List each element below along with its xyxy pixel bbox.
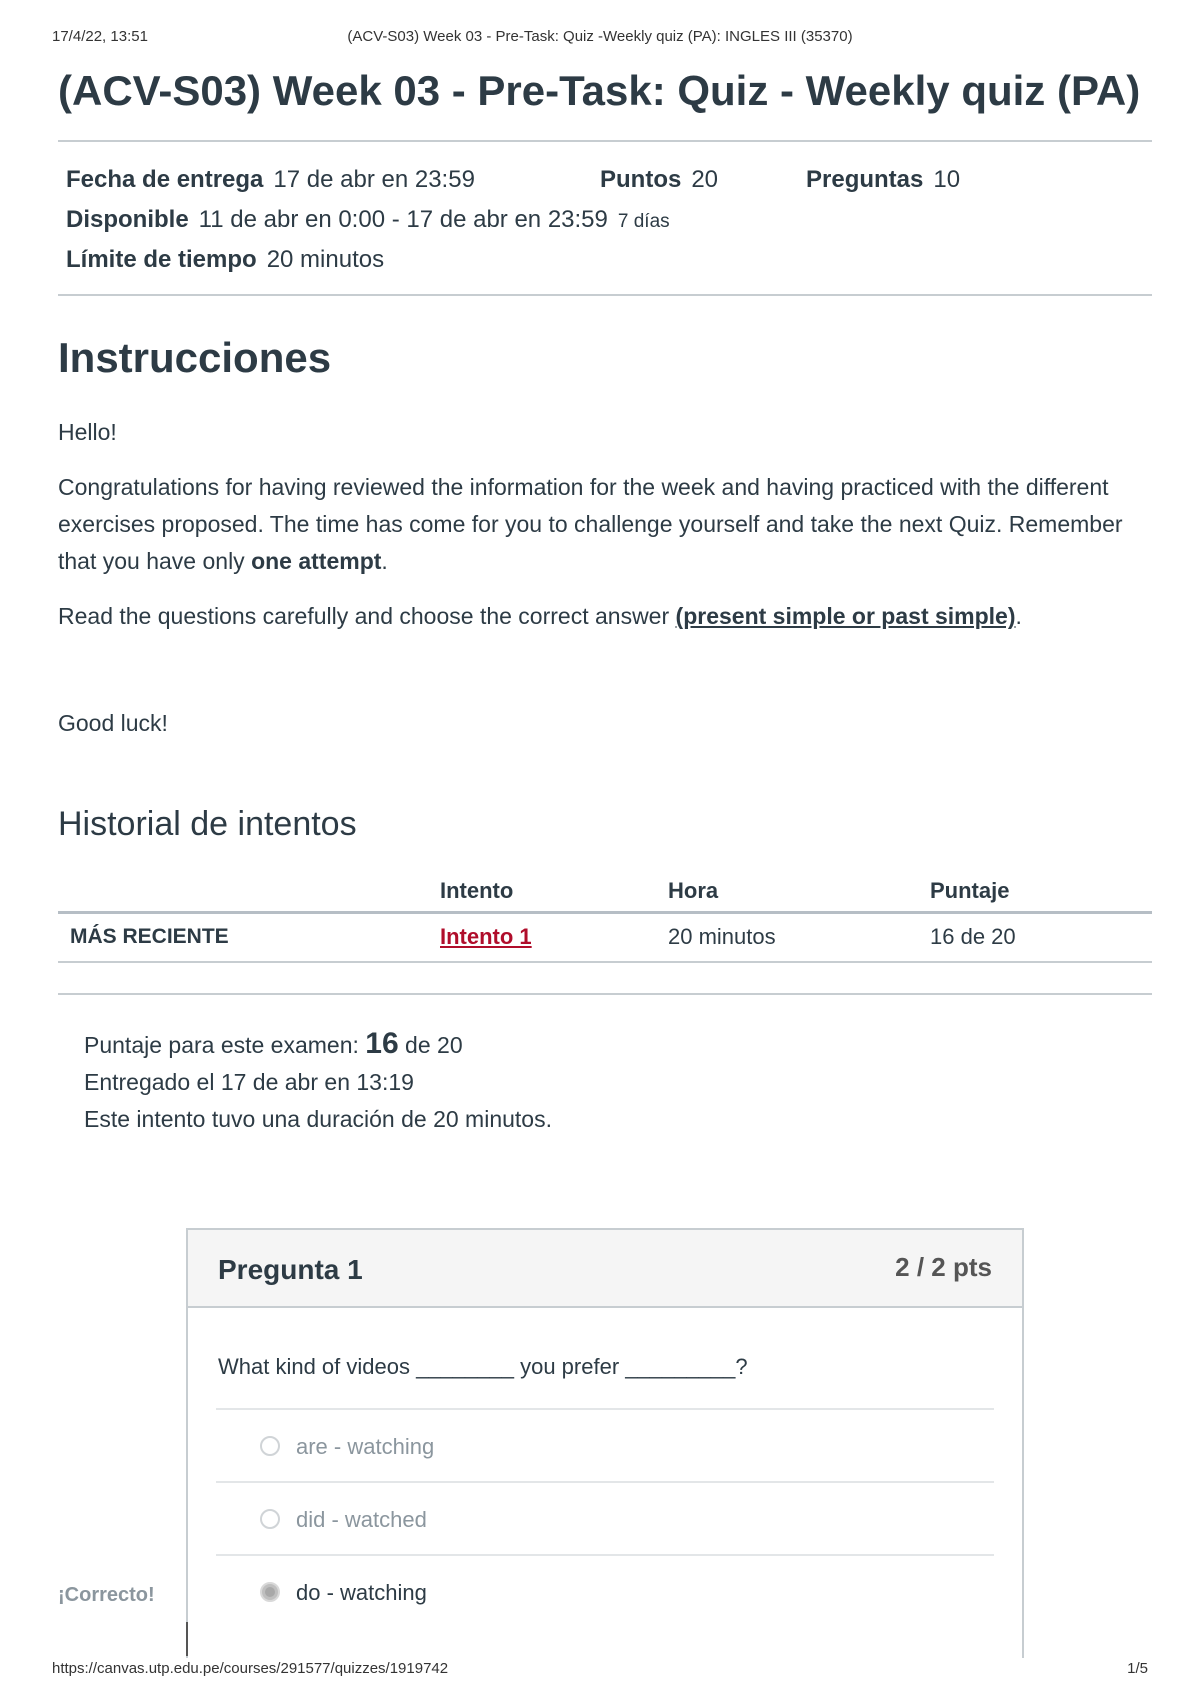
points-value: 20 — [691, 166, 719, 193]
radio-unselected-icon[interactable] — [260, 1509, 280, 1529]
instructions-heading: Instrucciones — [58, 334, 332, 381]
one-attempt-emphasis: one attempt — [251, 548, 382, 574]
quiz-title: (ACV-S03) Week 03 - Pre-Task: Quiz - Weekly quiz (PA) — [58, 67, 1141, 114]
quiz-page — [58, 58, 1152, 1138]
questions-count — [806, 166, 960, 194]
points-label: Puntos — [600, 166, 682, 193]
col-header-attempt: Intento — [428, 872, 656, 912]
attempts-header-row — [58, 872, 1152, 912]
available-label: Disponible — [66, 206, 189, 233]
instructions-paragraph-1: Congratulations for having reviewed the information for the week and having practiced with the different exercises proposed. The time has come for you to challenge yourself and take the next Quiz. Remember that you have only one attempt. — [58, 474, 1123, 574]
points — [600, 166, 806, 194]
answer-option-selected[interactable] — [216, 1554, 994, 1627]
details-row-1 — [66, 160, 1144, 200]
due-label: Fecha de entrega — [66, 166, 264, 193]
question-points: 2 / 2 pts — [895, 1252, 992, 1282]
due-value: 17 de abr en 23:59 — [273, 166, 475, 193]
radio-selected-icon[interactable] — [260, 1582, 280, 1602]
time-limit — [66, 246, 384, 274]
available-days: 7 días — [617, 211, 670, 232]
details-row-3 — [66, 240, 1144, 280]
time-limit-value: 20 minutos — [266, 246, 385, 273]
attempt-duration: Este intento tuvo una duración de 20 minutos. — [84, 1106, 552, 1132]
page-number: 1/5 — [1127, 1660, 1148, 1677]
instructions-paragraph-2: Read the questions carefully and choose the correct answer (present simple or past simple). — [58, 603, 1022, 629]
radio-unselected-icon[interactable] — [260, 1436, 280, 1456]
question-header — [188, 1230, 1022, 1308]
answer-list — [216, 1408, 994, 1627]
greeting: Hello! — [58, 419, 117, 445]
answer-option[interactable] — [216, 1481, 994, 1554]
question-title: Pregunta 1 — [218, 1254, 363, 1285]
answer-text: are - watching — [296, 1434, 435, 1459]
answer-option[interactable] — [216, 1408, 994, 1481]
col-header-score: Puntaje — [918, 872, 1152, 912]
print-header — [52, 28, 1148, 48]
answer-text: did - watched — [296, 1507, 427, 1532]
tense-emphasis: (present simple or past simple) — [675, 603, 1016, 629]
attempt-link[interactable]: Intento 1 — [440, 924, 532, 950]
col-header-blank — [58, 872, 428, 912]
col-header-time: Hora — [656, 872, 918, 912]
attempt-score: 16 de 20 — [918, 912, 1152, 962]
exam-score: Puntaje para este examen: 16 de 20 — [84, 1027, 463, 1060]
divider — [58, 993, 1152, 995]
question-text: What kind of videos ________ you prefer _________? — [218, 1354, 748, 1379]
time-limit-label: Límite de tiempo — [66, 246, 257, 273]
attempt-label: MÁS RECIENTE — [58, 912, 428, 962]
print-page-title: (ACV-S03) Week 03 - Pre-Task: Quiz -Weekly quiz (PA): INGLES III (35370) — [347, 28, 853, 45]
questions-label: Preguntas — [806, 166, 924, 193]
history-heading: Historial de intentos — [58, 805, 357, 843]
correct-indicator-line — [186, 1622, 188, 1656]
print-datetime: 17/4/22, 13:51 — [52, 28, 148, 45]
table-row — [58, 912, 1152, 962]
attempt-summary — [84, 1025, 1152, 1138]
instructions-body — [58, 414, 1152, 742]
questions-value: 10 — [933, 166, 961, 193]
attempts-table — [58, 872, 1152, 963]
availability — [66, 206, 670, 234]
closing: Good luck! — [58, 710, 168, 736]
available-value: 11 de abr en 0:00 - 17 de abr en 23:59 — [198, 206, 608, 233]
correct-flag: ¡Correcto! — [58, 1584, 155, 1606]
exam-score-value: 16 — [365, 1027, 399, 1060]
page-url: https://canvas.utp.edu.pe/courses/291577/quizzes/1919742 — [52, 1660, 449, 1677]
answer-text: do - watching — [296, 1580, 427, 1605]
submitted-at: Entregado el 17 de abr en 13:19 — [84, 1069, 414, 1095]
question-1 — [186, 1228, 1024, 1658]
attempt-time: 20 minutos — [656, 912, 918, 962]
due-date — [66, 166, 600, 194]
quiz-details — [58, 140, 1152, 296]
details-row-2 — [66, 200, 1144, 240]
